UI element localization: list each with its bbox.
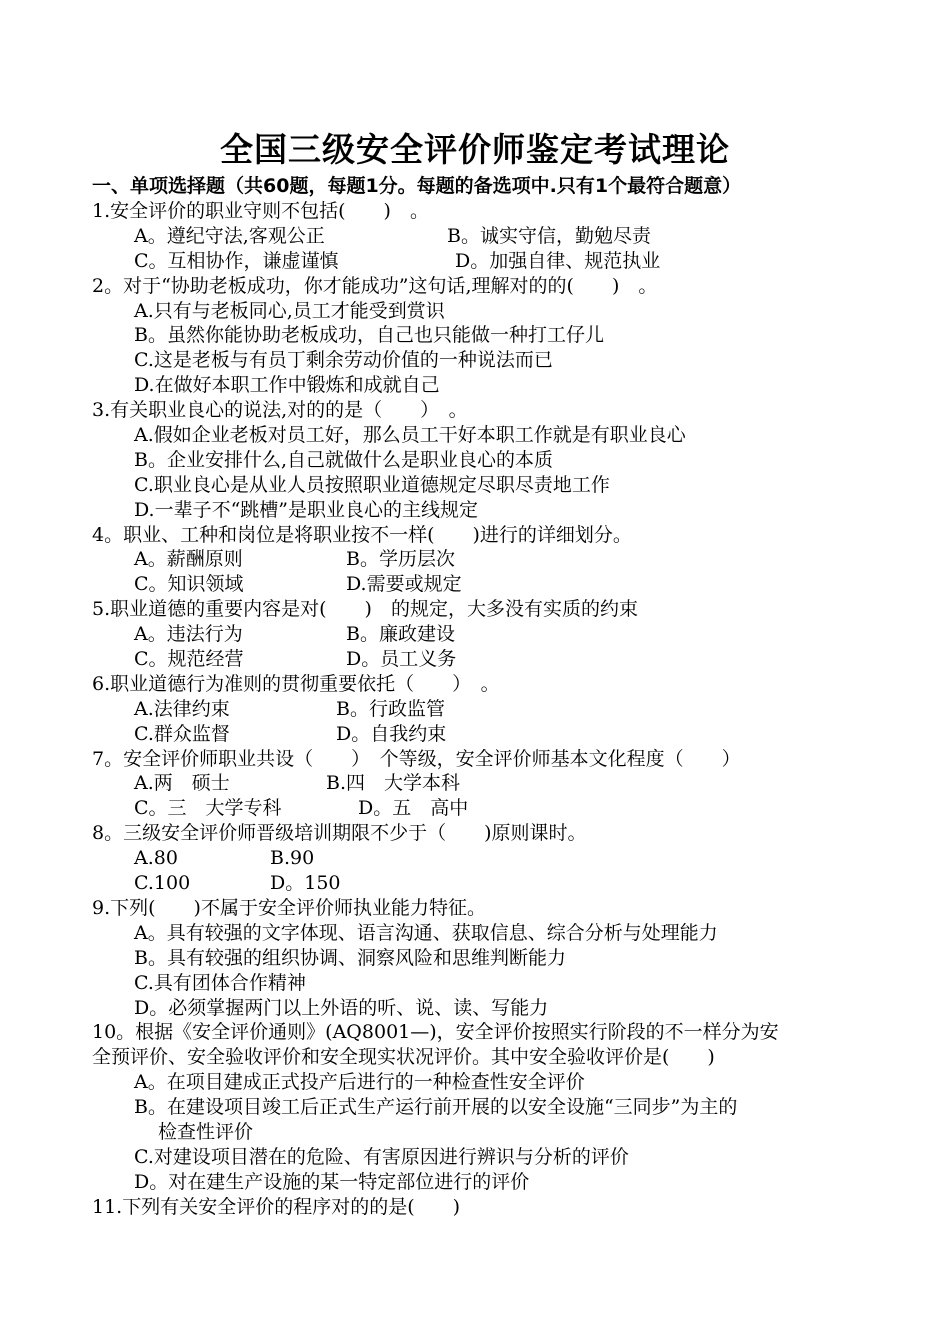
option-text: A.80 [134, 847, 178, 870]
option-text: A.假如企业老板对员工好，那么员工干好本职工作就是有职业良心 [134, 424, 686, 447]
option-text: A.只有与老板同心,员工才能受到赏识 [134, 299, 445, 322]
option-text: C.100 [134, 872, 191, 895]
question-text: 5.职业道德的重要内容是对( ) 的规定，大多没有实质的约束 [92, 598, 638, 621]
option-text: D.需要或规定 [346, 573, 462, 596]
option-text: B。具有较强的组织协调、洞察风险和思维判断能力 [134, 946, 566, 969]
question-text: 10。根据《安全评价通则》(AQ8001—)，安全评价按照实行阶段的不一样分为安 [92, 1021, 779, 1044]
option-text: B。在建设项目竣工后正式生产运行前开展的以安全设施“三同步”为主的 [134, 1096, 738, 1119]
page-title: 全国三级安全评价师鉴定考试理论 [220, 130, 730, 169]
option-text: B。诚实守信，勤勉尽责 [447, 224, 651, 247]
option-text: A。薪酬原则 [134, 548, 243, 571]
option-text: B。企业安排什么,自己就做什么是职业良心的本质 [134, 448, 554, 471]
option-text: A。违法行为 [134, 623, 243, 646]
question-text: 7。安全评价师职业共设（ ） 个等级，安全评价师基本文化程度（ ） [92, 747, 741, 770]
option-text: C.群众监督 [134, 722, 230, 745]
option-text: B。虽然你能协助老板成功，自己也只能做一种打工仔儿 [134, 324, 604, 347]
option-text: C.职业良心是从业人员按照职业道德规定尽职尽责地工作 [134, 473, 610, 496]
option-text: B。行政监管 [336, 697, 445, 720]
section-heading: 一、单项选择题（共60题，每题1分。每题的备选项中.只有1个最符合题意） [92, 175, 742, 197]
option-text: B.四 大学本科 [326, 772, 461, 795]
option-text: D。五 高中 [358, 797, 469, 820]
question-text: 11.下列有关安全评价的程序对的的是( ) [92, 1195, 461, 1218]
option-row [92, 722, 892, 747]
option-row [92, 796, 892, 821]
question-list [92, 199, 892, 1220]
question-text: 6.职业道德行为准则的贯彻重要依托（ ） 。 [92, 672, 500, 695]
question-text: 3.有关职业良心的说法,对的的是（ ） 。 [92, 399, 468, 422]
question-text: 1.安全评价的职业守则不包括( ) 。 [92, 200, 429, 222]
option-text: C。三 大学专科 [134, 797, 282, 820]
option-text: B。学历层次 [346, 548, 455, 571]
option-text: D。自我约束 [336, 722, 447, 745]
option-text: A.两 硕士 [134, 772, 230, 795]
option-text: A.法律约束 [134, 697, 230, 720]
option-text: D.一辈子不“跳槽”是职业良心的主线规定 [134, 498, 479, 521]
question-text: 2。对于“协助老板成功，你才能成功”这句话,理解对的的( ) 。 [92, 274, 658, 297]
option-row [92, 871, 892, 896]
option-text: D。员工义务 [346, 648, 457, 671]
option-text: C.对建设项目潜在的危险、有害原因进行辨识与分析的评价 [134, 1145, 629, 1168]
option-text: B.90 [270, 847, 315, 870]
option-text: C。知识领域 [134, 573, 244, 596]
option-text: C.具有团体合作精神 [134, 971, 306, 994]
option-row [92, 572, 892, 597]
option-row [92, 697, 892, 722]
option-text: 检查性评价 [158, 1120, 254, 1143]
option-row [92, 771, 892, 796]
option-text: D。加强自律、规范执业 [455, 249, 661, 272]
question-text: 全预评价、安全验收评价和安全现实状况评价。其中安全验收评价是( ) [92, 1046, 715, 1069]
option-row [92, 846, 892, 871]
option-text: D.在做好本职工作中锻炼和成就自己 [134, 374, 440, 397]
option-row [92, 547, 892, 572]
option-text: D。对在建生产设施的某一特定部位进行的评价 [134, 1170, 530, 1193]
option-row [92, 622, 892, 647]
option-text: D。150 [270, 872, 341, 895]
option-text: A。在项目建成正式投产后进行的一种检查性安全评价 [134, 1071, 585, 1094]
option-text: D。必须掌握两门以上外语的听、说、读、写能力 [134, 996, 549, 1019]
option-text: C.这是老板与有员丁剩余劳动价值的一种说法而已 [134, 349, 553, 372]
question-text: 8。三级安全评价师晋级培训期限不少于（ )原则课时。 [92, 822, 587, 845]
question-text: 4。职业、工种和岗位是将职业按不一样( )进行的详细划分。 [92, 523, 632, 546]
option-text: A。具有较强的文字体现、语言沟通、获取信息、综合分析与处理能力 [134, 921, 718, 944]
option-row [92, 249, 892, 274]
option-text: A。遵纪守法,客观公正 [134, 224, 325, 247]
option-text: C。规范经营 [134, 648, 244, 671]
question-text: 9.下列( )不属于安全评价师执业能力特征。 [92, 896, 486, 919]
option-row [92, 647, 892, 672]
option-row [92, 224, 892, 249]
option-text: C。互相协作，谦虚谨慎 [134, 249, 339, 272]
option-text: B。廉政建设 [346, 623, 455, 646]
